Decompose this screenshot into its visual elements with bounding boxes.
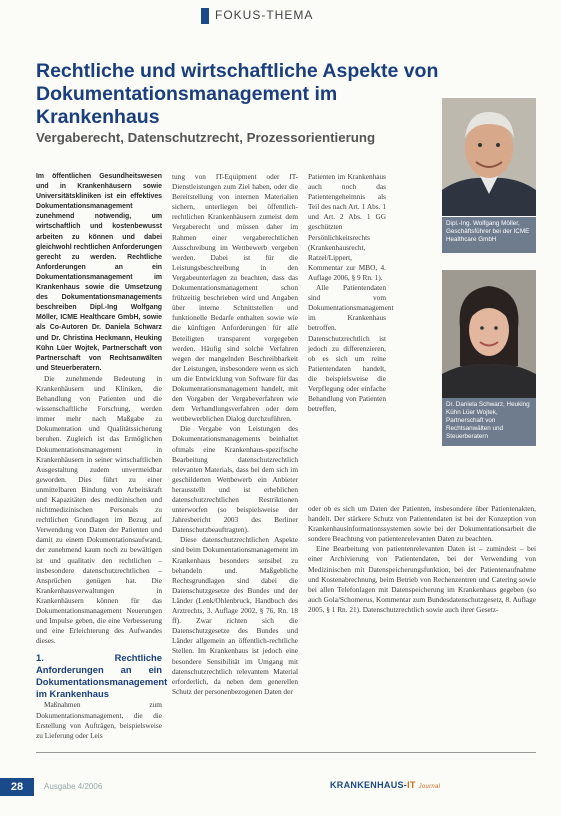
article-paragraph: Alle Patientendaten sind vom Dokumentationsmanagement im Krankenhaus betroffen. Datenschutzrechtlich ist jedoch zu differenzieren, ob es sich um reine Patientendaten handelt, die beispielsweise die Verpflegung oder einfache Behandlung von Patienten betreffen, (308, 283, 394, 414)
section-tag-label: FOKUS-THEMA (215, 8, 314, 22)
article-column-3-top (308, 172, 394, 414)
logo-tag: Journal (418, 784, 441, 790)
article-paragraph: tung von IT-Equipment oder IT-Dienstleistungen zum Ziel haben, oder die Bereitstellung von internen Materialien sichern, unterliegen bei öffentlich-rechtlichen Krankenhäusern zumeist dem Vergaberecht und müssen daher im Rahmen einer vergaberechtlichen Ausschreibung im Wettbewerb vergeben werden. Dabei ist für die Leistungsbeschreibung in den Vergabeunterlagen zu beachten, dass das Dokumentationsmanagement schon frühzeitig beschrieben wird und Angaben über interne Schnittstellen und funktionelle Bedarfe enthalten sowie wie die künftigen Anforderungen für alle Beteiligten transparent vorgegeben werden. Häufig sind solche Verfahren wegen der mangelnden Beschreibbarkeit der Leistungen, insbesondere wenn es sich um die Entwicklung von Software für das Dokumentationsmanagement handelt, mit den Vorgaben der Vergabeverfahren wie dem Verhandlungsverfahren oder dem wettbewerblichen Dialog durchzuführen. (172, 172, 298, 424)
article-title-line1: Rechtliche und wirtschaftliche Aspekte von (36, 60, 439, 82)
article-column-3-bottom (308, 504, 536, 615)
article-title-line2: Dokumentationsmanagement im Krankenhaus (36, 83, 338, 128)
article-paragraph: Diese datenschutzrechtlichen Aspekte sind beim Dokumentationsmanagement im Krankenhaus besonders sensibel zu behandeln und. Maßgebliche Rechtsgrundlagen sind dabei die Datenschutzgesetze des Bundes und der Länder (Lenk/Ohlenbruck, Handbuch des Arztrechts, 3. Auflage 2002, § 76, Rn. 18 ff). Zwar richten sich die Datenschutzgesetze des Bundes und Länder allgemein an öffentlich-rechtliche Stellen. Im Krankenhaus ist jedoch eine besondere Sensibilität im Umgang mit datenschutzrechtlich relevantem Material erforderlich, da neben dem generellen Schutz der personenbezogenen Daten der (172, 535, 298, 696)
article-title (36, 60, 456, 129)
author-photo-man (442, 98, 536, 216)
article-paragraph: Maßnahmen zum Dokumentationsmanagement, die die Erstellung von Aufträgen, beispielsweise zu Lieferung oder Leis (36, 700, 162, 740)
section-heading: 1. Rechtliche Anforderungen an ein Dokumentationsmanagement im Krankenhaus (36, 652, 168, 700)
article-paragraph: oder ob es sich um Daten der Patienten, insbesondere über Patientenakten, handelt. Der stärkere Schutz von Patientendaten ist bei der Konzeption von Krankenhausinformationssystemen sowie bei der Dokumentationsarbeit die sondere Beachtung von patientenrelevanten Daten zu beachten. (308, 504, 536, 544)
author-caption-1: Dipl.-Ing. Wolfgang Möller, Geschäftsführer bei der ICME Healthcare GmbH (442, 217, 536, 253)
section-tag (201, 6, 351, 26)
author-photo-woman (442, 270, 536, 398)
logo-main: KRANKENHAUS- (330, 780, 408, 790)
article-paragraph: Eine Bearbeitung von patientenrelevanten Daten ist – zumindest – bei einer Archivierung von Patientendaten, bei der Verwendung von Medizinischen mit Datenspeicherungsfunktion, bei der Patientenaufnahme und Kostenabrechnung, beim Betrieb von Rechenzentren und Catering sowie bei allen Telefonlagen mit Datenspeicherung im Krankenhaus gegeben (so auch Gola/Schomerus, Kommentar zum Bundesdatenschutzgesetz, 8. Auflage 2005, § 1 Rn. 21). Datenschutzrechtlich sowie auch ihrer Gesetz- (308, 544, 536, 614)
article-paragraph: Patienten im Krankenhaus auch noch das Patientengeheimnis als Teil des nach Art. 1 Abs. 1 und Art. 2 Abs. 1 GG geschützten Persönlichkeitsrechts (Krankenhausrecht, Ratzel/Lippert, Kommentar zur MBO, 4. Auflage 2006, § 9 Rn. 1). (308, 172, 386, 282)
article-column-1 (36, 172, 168, 741)
magazine-logo (330, 780, 440, 790)
section-tag-bar (201, 8, 209, 24)
article-column-2 (172, 172, 298, 697)
logo-it: IT (407, 780, 416, 790)
article-paragraph: Die zunehmende Bedeutung in Krankenhäusern und Kliniken, die Behandlung von Patienten und die wissenschaftliche Forschung, werden immer mehr nach Maßgabe zu Dokumentation und Qualitätssicherung beruhen. Zugleich ist das Ermöglichen Dokumentationsmanagement in Krankenhäusern in seiner wirtschaftlichen Ausgestaltung zudem unvermeidbar geworden. Dies führt zu einer unmittelbaren Bindung von Arbeitskraft und Kapazitäten des medizinischen und nichtmedizinischen Personals zu rechtlichen Grundlagen im Bezug auf Verwendung von Daten der Patienten und damit zu einem Dokumentationsaufwand, der zunehmend kaum noch zu bewältigen ist und qualitativ den rechtlichen – insbesondere datenschutzrechtlichen – Ansprüchen genügen hat. Die Krankenhausverwaltungen in Krankenhäusern können für das Dokumentationsmanagement Neuerungen und Impulse geben, die eine Verbesserung und eine Erleichterung des Aufwandes dieses. (36, 373, 162, 646)
article-intro: Im öffentlichen Gesundheitswesen und in Krankenhäusern sowie Universitätskliniken ist ein effektives Dokumentationsmanagement zunehmend notwendig, um wirtschaftlich und kostenbewusst arbeiten zu können und dabei gleichwohl rechtlichen Anforderungen gerecht zu werden. Rechtliche Anforderungen an ein Dokumentationsmanagement im Krankenhaus sowie die Umsetzung des Dokumentationsmanagements beschreiben Dipl.-Ing Wolfgang Möller, ICME Healthcare GmbH, sowie als Co-Autoren Dr. Daniela Schwarz und Dr. Christina Heckmann, Heuking Kühn Lüer Wojtek, Partnerschaft von Partnerschaft von Rechtsanwälten und Steuerberatern. (36, 173, 162, 372)
author-caption-2: Dr. Daniela Schwarz, Heuking Kühn Lüer Wojtek, Partnerschaft von Rechtsanwälten und Steuerberatern (442, 398, 536, 446)
issue-label: Ausgabe 4/2006 (44, 782, 103, 791)
page-number: 28 (0, 778, 34, 796)
article-paragraph: Die Vergabe von Leistungen des Dokumentationsmanagements beinhaltet oftmals eine Krankenhaus-spezifische Bearbeitung datenschutzrechtlich relevanten Materials, dass bei dem sich im geschilderten Wettbewerb ein Anbieter herausstellt und ist erheblichen datenschutzrechtlichen Restriktionen unterworfen (so beispielsweise der Jahresbericht 2003 des Berliner Datenschutzbeauftragten). (172, 424, 298, 535)
article-subtitle: Vergaberecht, Datenschutzrecht, Prozessorientierung (36, 130, 376, 145)
footer-rule (36, 752, 536, 753)
